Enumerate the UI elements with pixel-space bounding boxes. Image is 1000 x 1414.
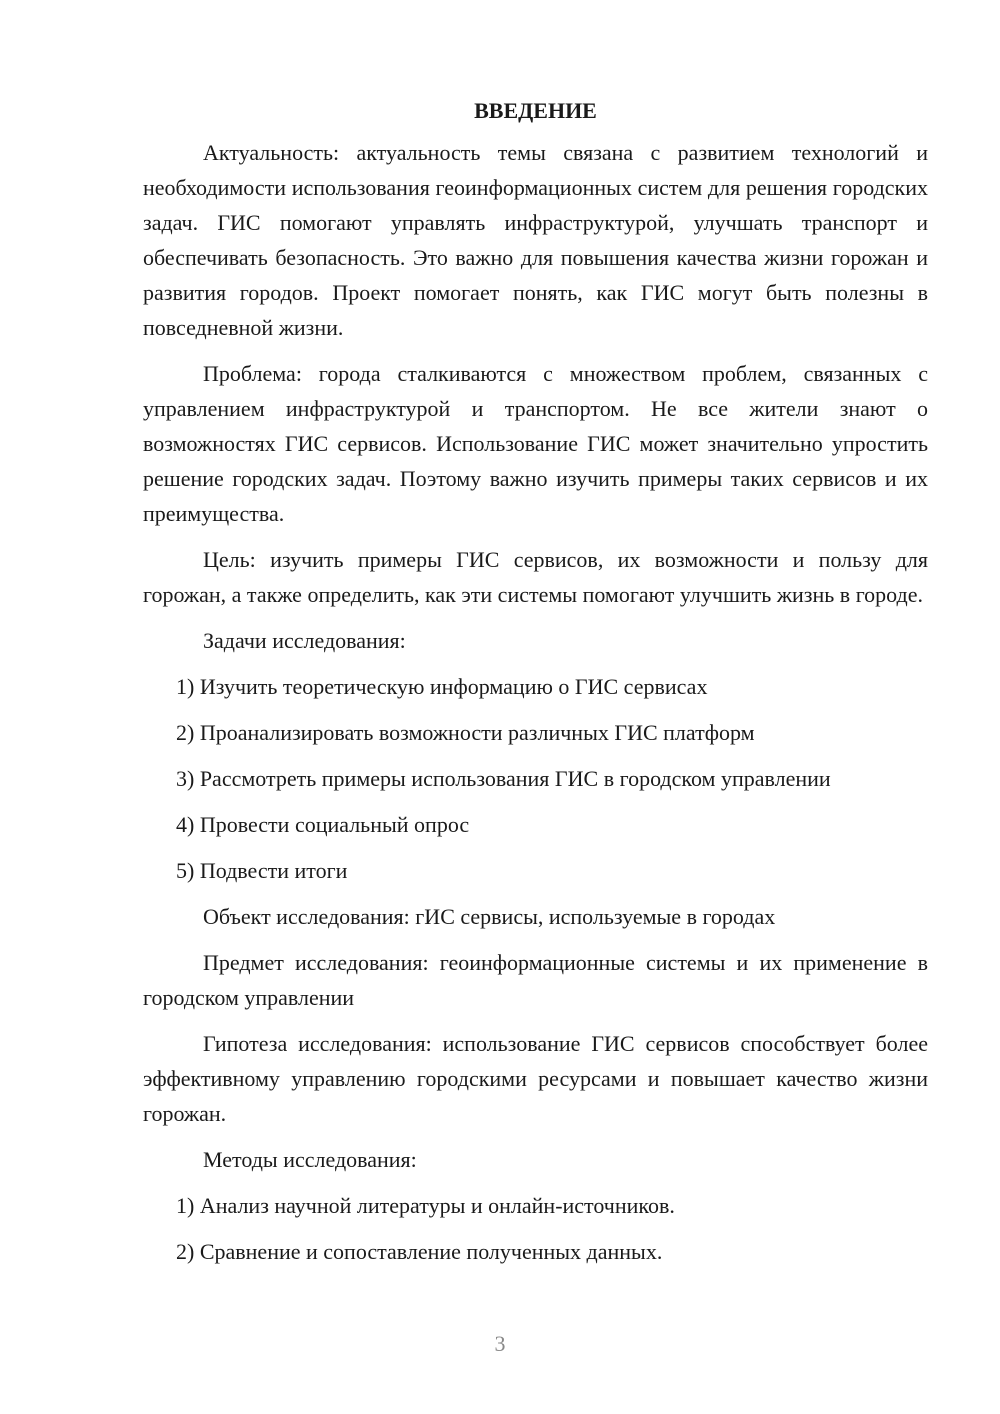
method-item: 2) Сравнение и сопоставление полученных данных. <box>176 1239 663 1264</box>
page-title: ВВЕДЕНИЕ <box>474 98 597 123</box>
task-item: 4) Провести социальный опрос <box>176 812 470 837</box>
method-item: 1) Анализ научной литературы и онлайн-источников. <box>176 1193 675 1218</box>
task-item: 2) Проанализировать возможности различных ГИС платформ <box>176 720 755 745</box>
page-number: 3 <box>494 1331 506 1356</box>
relevance-paragraph: Актуальность: актуальность темы связана с развитием технологий и необходимости использования геоинформационных систем для решения городских задач. ГИС помогают управлять инфраструктурой, улучшать транспорт и обеспечивать безопасность. Это важно для повышения качества жизни горожан и развития городов. Проект помогает понять, как ГИС могут быть полезны в повседневной жизни. <box>143 140 928 340</box>
problem-paragraph: Проблема: города сталкиваются с множеством проблем, связанных с управлением инфраструктурой и транспортом. Не все жители знают о возможностях ГИС сервисов. Использование ГИС может значительно упростить решение городских задач. Поэтому важно изучить примеры таких сервисов и их преимущества. <box>143 361 928 526</box>
goal-paragraph: Цель: изучить примеры ГИС сервисов, их возможности и пользу для горожан, а также определить, как эти системы помогают улучшить жизнь в городе. <box>143 547 928 607</box>
task-item: 3) Рассмотреть примеры использования ГИС в городском управлении <box>176 766 831 791</box>
hypothesis-paragraph: Гипотеза исследования: использование ГИС сервисов способствует более эффективному управлению городскими ресурсами и повышает качество жизни горожан. <box>143 1031 928 1126</box>
task-item: 5) Подвести итоги <box>176 858 348 883</box>
document-page <box>143 96 928 1280</box>
methods-heading: Методы исследования: <box>203 1147 417 1172</box>
object-paragraph: Объект исследования: гИС сервисы, используемые в городах <box>203 904 776 929</box>
subject-paragraph: Предмет исследования: геоинформационные системы и их применение в городском управлении <box>143 950 928 1010</box>
tasks-heading: Задачи исследования: <box>203 628 406 653</box>
task-item: 1) Изучить теоретическую информацию о ГИС сервисах <box>176 674 708 699</box>
